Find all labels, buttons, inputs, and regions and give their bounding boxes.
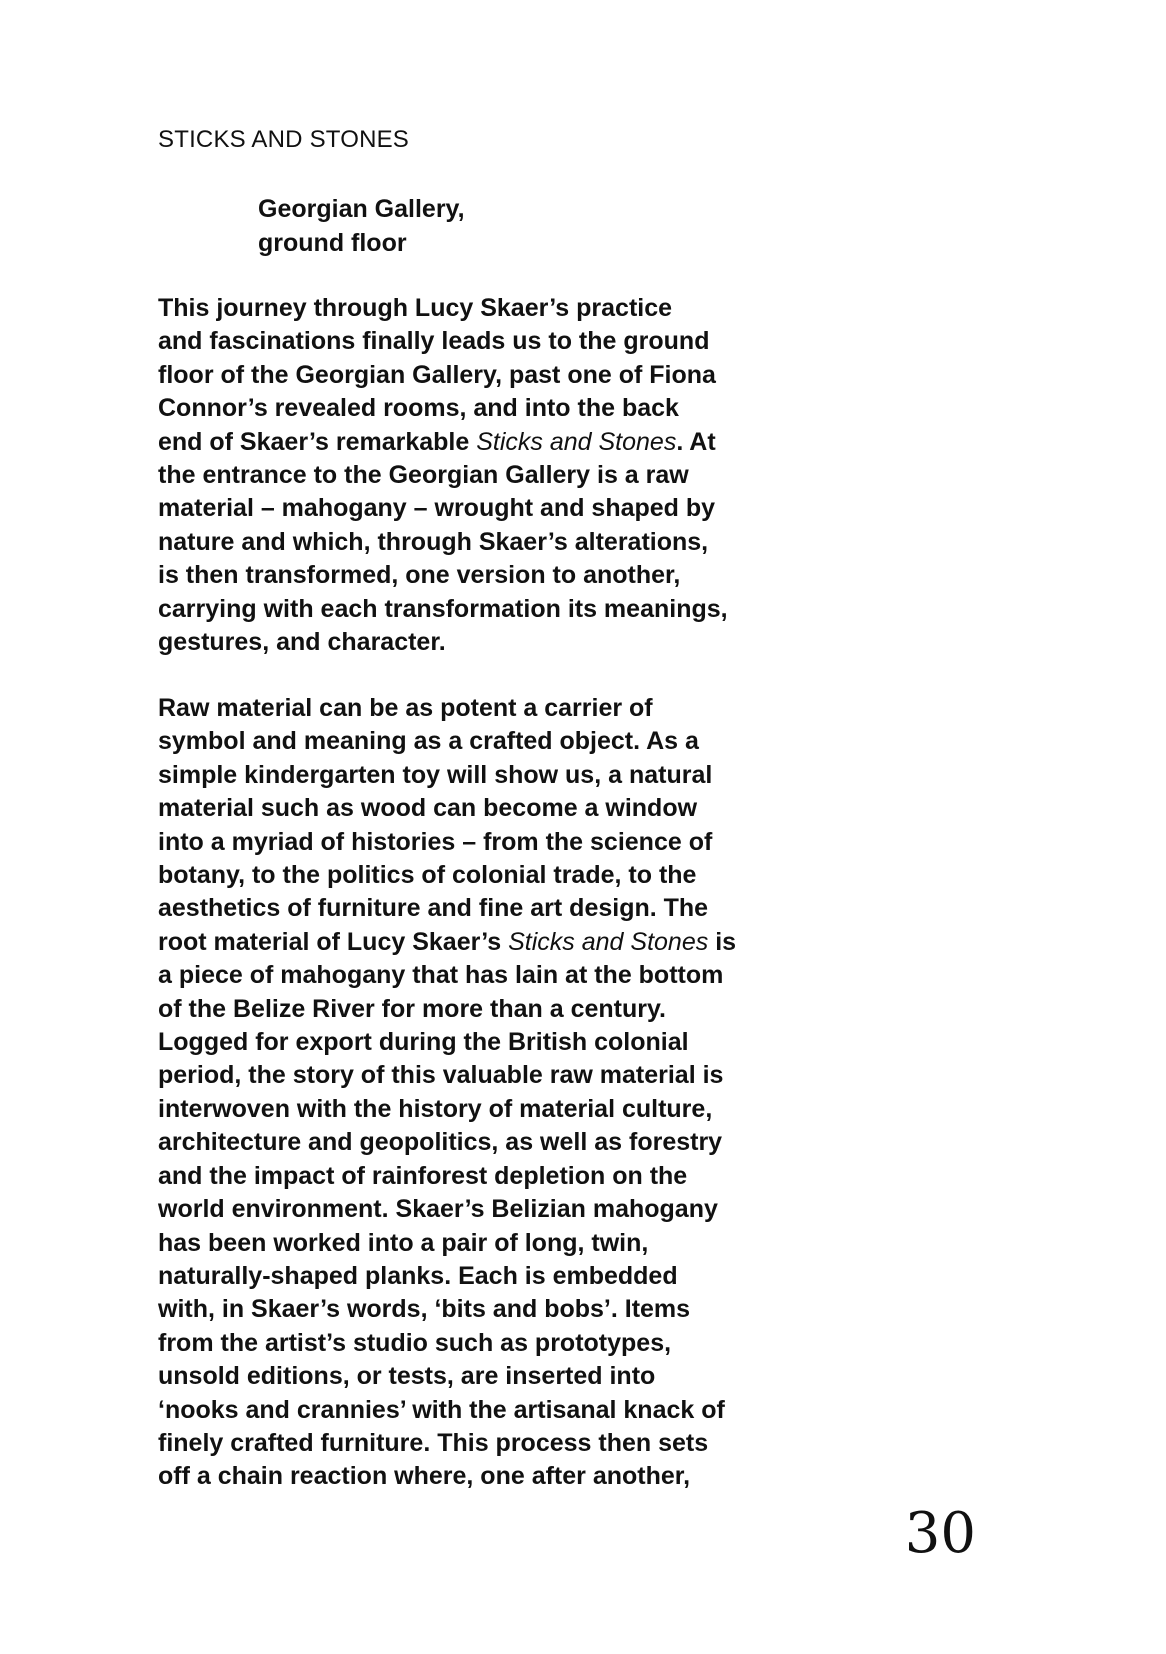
text-line: of the Belize River for more than a century. — [158, 994, 666, 1023]
text-line: botany, to the politics of colonial trade, to the — [158, 861, 697, 890]
artwork-title: Sticks and Stones — [476, 427, 677, 456]
text-line: from the artist’s studio such as prototypes, — [158, 1328, 672, 1357]
text-line: nature and which, through Skaer’s alterations, — [158, 527, 709, 556]
text-line: finely crafted furniture. This process then sets — [158, 1428, 709, 1457]
text-line: floor of the Georgian Gallery, past one of Fiona — [158, 360, 716, 389]
text-line: This journey through Lucy Skaer’s practice — [158, 294, 673, 322]
text-line: Logged for export during the British colonial — [158, 1028, 689, 1057]
body-paragraph-1 — [158, 292, 818, 659]
text-line: gestures, and character. — [158, 628, 446, 657]
text-line: material such as wood can become a window — [158, 794, 698, 823]
text-line: interwoven with the history of material culture, — [158, 1094, 713, 1123]
text-line: a piece of mahogany that has lain at the bottom — [158, 961, 724, 990]
text-line: is then transformed, one version to another, — [158, 561, 681, 590]
text-line: and fascinations finally leads us to the ground — [158, 327, 710, 356]
text-line: with, in Skaer’s words, ‘bits and bobs’. Items — [158, 1295, 691, 1324]
text-line: unsold editions, or tests, are inserted into — [158, 1362, 656, 1391]
text-line: Connor’s revealed rooms, and into the back — [158, 394, 679, 423]
text-line: material – mahogany – wrought and shaped by — [158, 494, 716, 523]
text-line: end of Skaer’s remarkable Sticks and Stones. At — [158, 427, 716, 456]
text-line: off a chain reaction where, one after another, — [158, 1462, 691, 1491]
section-heading: STICKS AND STONES — [158, 126, 410, 153]
text-line: simple kindergarten toy will show us, a natural — [158, 760, 713, 789]
text-line: architecture and geopolitics, as well as forestry — [158, 1128, 723, 1157]
text-line: has been worked into a pair of long, twin, — [158, 1228, 649, 1257]
text-line: aesthetics of furniture and fine art design. The — [158, 894, 709, 923]
artwork-title: Sticks and Stones — [508, 927, 709, 956]
location-line-1: Georgian Gallery, — [258, 195, 465, 223]
page-number: 30 — [904, 1501, 976, 1566]
text-line: ‘nooks and crannies’ with the artisanal knack of — [158, 1395, 725, 1424]
text-line: the entrance to the Georgian Gallery is a raw — [158, 461, 689, 490]
gallery-location — [258, 192, 465, 260]
text-line: world environment. Skaer’s Belizian mahogany — [158, 1195, 718, 1224]
text-line: carrying with each transformation its meanings, — [158, 594, 728, 623]
text-line: naturally-shaped planks. Each is embedded — [158, 1261, 678, 1290]
location-line-2: ground floor — [258, 229, 407, 257]
text-line: period, the story of this valuable raw material is — [158, 1061, 724, 1090]
text-line: and the impact of rainforest depletion on the — [158, 1161, 688, 1190]
text-line: symbol and meaning as a crafted object. As a — [158, 727, 699, 756]
text-line: root material of Lucy Skaer’s Sticks and Stones is — [158, 927, 737, 956]
body-paragraph-2 — [158, 692, 818, 1494]
text-line: into a myriad of histories – from the science of — [158, 827, 713, 856]
text-line: Raw material can be as potent a carrier of — [158, 694, 653, 722]
